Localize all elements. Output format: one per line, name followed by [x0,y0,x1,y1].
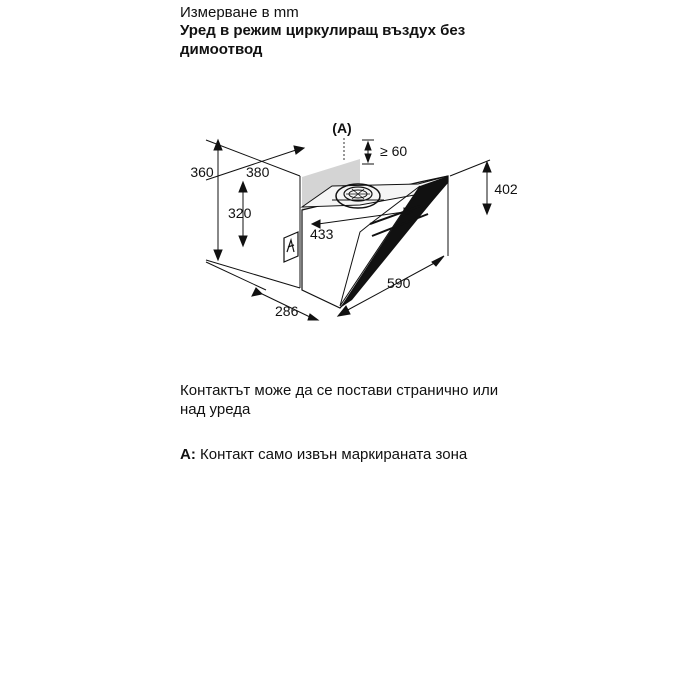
dim-380: 380 [246,164,270,180]
zone-a-key: A: [180,446,196,463]
dim-clearance-top: ≥ 60 [380,143,408,159]
units-label: Измерване в mm [180,4,299,21]
dim-433: 433 [310,226,334,242]
zone-a-text: Контакт само извън маркираната зона [200,446,468,463]
dim-590: 590 [387,275,411,291]
wall-outline [206,140,300,288]
hood-body [302,176,448,308]
power-socket-icon [284,232,298,262]
contact-note: Контактът може да се постави странично или над уреда [180,382,499,418]
zone-a-note [180,446,467,463]
area-label: (A) [332,120,352,136]
page-title: Уред в режим циркулиращ въздух без димоотвод [180,22,466,58]
dim-320: 320 [228,205,252,221]
dim-360: 360 [190,164,214,180]
dim-286: 286 [275,303,299,319]
dim-402: 402 [494,181,518,197]
